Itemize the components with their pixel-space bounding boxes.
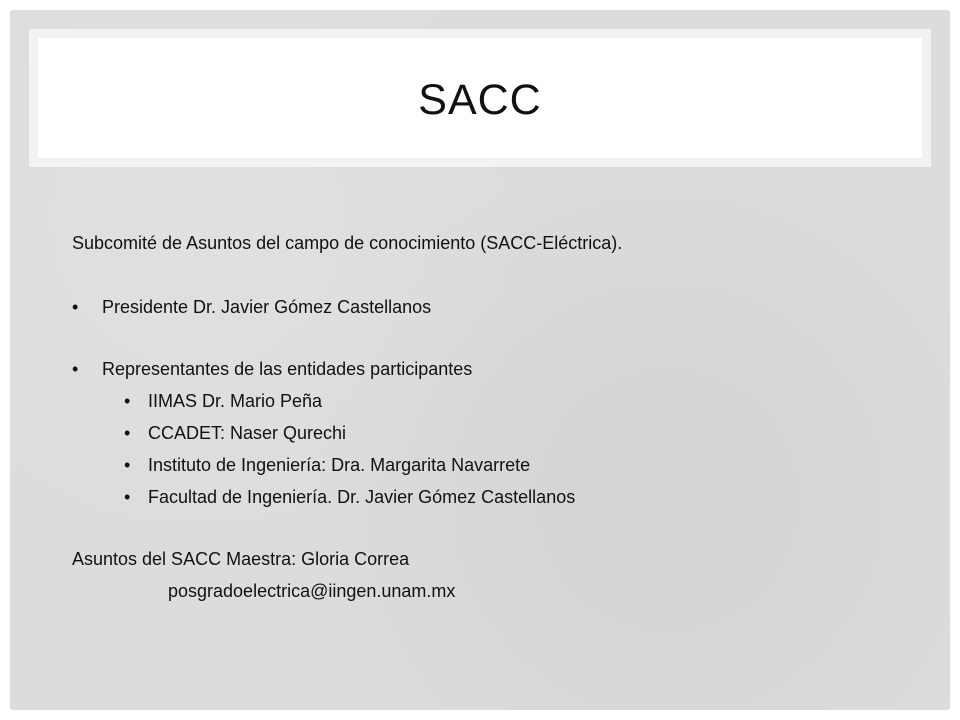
- bullet-representatives: [72, 358, 472, 380]
- sub-bullet-marker: •: [124, 391, 131, 411]
- sub-bullet-instituto: [124, 454, 530, 476]
- email-link[interactable]: posgradoelectrica@iingen.unam.mx: [168, 581, 456, 601]
- sub-bullet-text: IIMAS Dr. Mario Peña: [148, 391, 323, 411]
- intro-text: Subcomité de Asuntos del campo de conocimiento (SACC-Eléctrica).: [72, 233, 623, 253]
- bullet-text: Representantes de las entidades participantes: [102, 359, 473, 379]
- sub-bullet-text: CCADET: Naser Qurechi: [148, 423, 347, 443]
- sub-bullet-iimas: [124, 390, 322, 412]
- sub-bullet-text: Facultad de Ingeniería. Dr. Javier Gómez Castellanos: [148, 487, 576, 507]
- bullet-president: [72, 296, 431, 318]
- title-frame: [29, 29, 931, 167]
- sub-bullet-facultad: [124, 486, 575, 508]
- slide-title: SACC: [418, 75, 542, 124]
- bullet-marker: •: [72, 359, 79, 379]
- title-box: [38, 38, 922, 158]
- sub-bullet-marker: •: [124, 487, 131, 507]
- sub-bullet-text: Instituto de Ingeniería: Dra. Margarita Navarrete: [148, 455, 531, 475]
- footer-line: Asuntos del SACC Maestra: Gloria Correa: [72, 549, 410, 569]
- sub-bullet-ccadet: [124, 422, 346, 444]
- bullet-marker: •: [72, 297, 79, 317]
- sub-bullet-marker: •: [124, 455, 131, 475]
- sub-bullet-marker: •: [124, 423, 131, 443]
- bullet-text: Presidente Dr. Javier Gómez Castellanos: [102, 297, 432, 317]
